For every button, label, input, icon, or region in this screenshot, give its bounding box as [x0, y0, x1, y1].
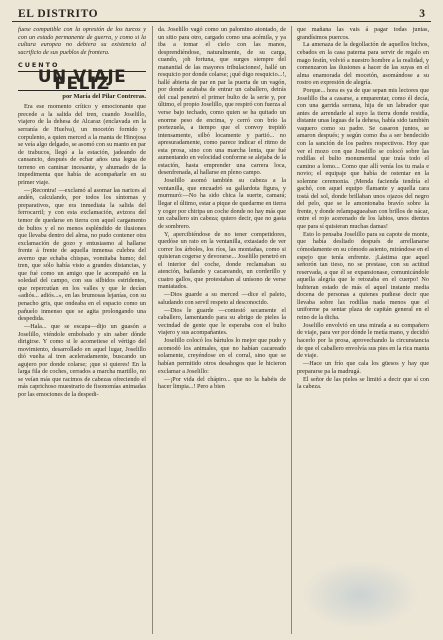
paragraph: Y, apercibiéndose de no tener competidores, quedóse un rato en la ventanilla, extasiado de ver correr los árboles, los ríos, las montañas, como si quisieran cogerse y devorarse... Joselillo penetró en el interior del coche, donde reclamaban su atención, bailando y cacareando, un corderillo y cuatro gallos, que protestaban al unísono de verse maniatados. — [158, 230, 286, 291]
column-2 — [158, 26, 286, 634]
newspaper-title: EL DISTRITO — [18, 8, 99, 20]
paragraph: —Hace un frío que cala los güesos y hay que prepararse pa la madrugá. — [297, 360, 429, 375]
paragraph: —Dios le guarde —contestó secamente el caballero, lamentando para su abrigo de pieles la vecindad de gente que le esperaba con el bulto viajero y sus acompañantes. — [158, 306, 286, 337]
story-title: UN VIAJE FELIZ — [18, 71, 146, 91]
paragraph: —Hala... que se escapa—dijo un guasón a Joselillo, viéndole embobado y sin saber dónde dirigirse. Y como si le acometiese el vértigo del movimiento, desarrollado en aquel lugar, Joselillo dió vuelta al tren aceleradamente, buscando un agujero por donde colarse; ¡que si quieres! En la larga fila de coches, cerrados a marcha martillo, no se veían más que racimos de cabezas ofreciendo el más caprichoso muestrario de fisonomías animadas por las emociones de la despedi- — [18, 323, 146, 398]
page-header — [12, 4, 431, 22]
section-label: CUENTO — [18, 61, 60, 70]
page-number: 3 — [419, 8, 425, 20]
paragraph: El señor de las pieles se limitó a decir que sí con la cabeza. — [297, 375, 429, 391]
paragraph: Porque... hora es ya de que sepan mis lectores que Joselillo iba a casarse, a emparentar, como él decía, con una garrida serrana, hija de un labrador que antes de arrendarle al suyo la tierra donde residía, distante unas leguas de la dehesa, había sido también vaquero como su padre. Se casaron juntos, se amaron después; y según como iba a ser bendecido con la sanción de los padres respectivos. Hoy que ver el mozo con que Joselillo se colocó sobre las rodillas el bulto monumental que traía todo el camino a lomo... Como que allí venía los tu mala e novio; el equipaje que había de ostentar en la solemne ceremonia. ¡Menda facienda tendría el gachó, con aquel equipo flamante y aquella cara tostá del sol, donde brillaban unos ojazos del negro del pelo, que se le amontonaba bravío sobre la frente, y donde relampagueaban con brillos de nácar, entre el rojo acerenado de los labios, unos dientes que para sí quisieran muchas damas! — [297, 87, 429, 230]
paragraph: La amenaza de la degollación de aquellos bichos, cebados en la casa paterna para servir de regalo en mago festín, volvió a nuestro hombre a la realidad, y comenzaron las ilusiones a hacer de las suyas en el alma enamorada del mocetón, asomándose a su rostro en expresión de alegría. — [297, 41, 429, 87]
column-divider — [152, 26, 153, 634]
column-1 — [18, 26, 146, 634]
byline: por María del Pilar Contreras. — [62, 92, 146, 100]
column-3 — [297, 26, 429, 634]
paragraph: da. Joselillo vagó como un palomino atontado, de un sitio para otro, cargado como una acémila, y ya iba a tomar el cielo con las manos, desprendiéndose, naturalmente, de su carga, cuando, ¡oh fortuna, que surges siempre del manantial de las mayores tribulaciones!, hallé un resquicio por donde colarse; ¡qué digo resquicio...!, hallé abierta de par en par la puerta de un vagón, por donde acababa de entrar un caballero, detrás del cual penetró el primer bulto de la serie y, por último, el propio Joselillo, que respiró con fuerza al verse bajo techado, como quien se ha quitado un enorme peso de encima, y cerró con brío la portezuela, a tiempo que el convoy trepidó intensamente, silbó locamente y partió... no apresuradamente, como parece indicar el ritmo de esta prosa, sino con una marcha lenta, que fué aumentando en velocidad conforme se alejaba de la estación, hasta emprender una carrera loca, desenfrenada, al hallarse en pleno campo. — [158, 26, 286, 177]
paragraph: que mañana las vais á pagar todas juntas, grandísimos puercos. — [297, 26, 429, 41]
paragraph: —Dios guarde a su merced —dice el paleto, saludando con servil respeto al desconocido. — [158, 291, 286, 306]
paragraph: —¡Por vida del chápiro... que no la habéis de hacer limpia...! Pero a bien — [158, 375, 286, 391]
paragraph: Era ese momento crítico y emocionante que precede a la salida del tren, cuando Joselillo, viajero de la dehesa de Alcaraz (enclavada en la serranía de Huelva), un mocetón fornido y corpulento, a quien merced a la manta de Hinojosa se veía algo delgado, se asomó con su manto en par de trabucos, llegó a la estación, jadeando de cansancio, después de echar años una legua de terreno en caminar incesante, y ahumado de la impedimenta que había de acompañarle en su primer viaje. — [18, 103, 146, 186]
previous-article-ending: fuese compatible con la opresión de los turcos y con un estado permanente de guerra, y como si la cultura europea no debiera su existencia al sacrificio de sus pueblos de frontera. — [18, 26, 146, 56]
column-divider — [291, 26, 292, 634]
paragraph: Joselillo envolvió en una mirada a su compañero de viaje, para ver por dónde le metía mano, y decidió hacerlo por la prosa, aprovechando la circunstancia de que el caballero envolvía sus pies en la rica manta de viaje. — [297, 321, 429, 360]
paragraph: Joselillo colocó los bártulos lo mejor que pudo y acomodó los animales, que no habían cacareado solamente, creyéndose en el corral, sino que se habían permitido otros desahogos que le hicieron exclamar a Joselillo: — [158, 337, 286, 375]
paragraph: Esto lo pensaba Joselillo para su capote de monte, que había desliado después de arrellanarse cómodamente en su cómodo asiento, mirándose en el espejo que tenía enfrente. ¡Lástima que aquel señorón tan tieso, no se prestase, con su actitud reservada, a que él se expansionase, comunicándole aquella alegría que le retozaba en el cuerpo! No hubieran estado de más el aquel instante media docena de personas a quienes pudiese decir que llevaba sobre las rodillas nada menos que el uniforme pa sentar plaza de capitán general en el reino de la dicha. — [297, 230, 429, 321]
paragraph: Joselillo asomó también su cabeza a la ventanilla, que encuadró su gallardota figura, y murmuró:—No ha sido chica la suerte, camará; llegar el último, estar a pique de quedarme en tierra y coger por chiripa un coche donde no hay más que un caballero sin cabeza; quiero decir, que no gasta de sombrero. — [158, 177, 286, 230]
paragraph: —¡Recontra! —exclamó al asomar las narices al andén, calculando, por todos los síntomas y preparativos, que era inmediata la salida del ferrocarril; y con esta exclamación, avizora del temor de quedarse en tierra con aquel cargamento de bultos y el no menos espléndido de ilusiones que llevaba dentro del alma, no pudo contener otra exclamación de gozo y entusiasmo al hallarse frente á frente de aquella inmensa culebra del averno que echaba chispas, vomitaba humo; del tren, que sólo había visto a grandes distancias, y que fué como un amigo que le acompañó en la soledad del campo, con sus silbidos estridentes, que repercutían en los valles y que le decían «adiós... adiós...», en las brumosas lejanías, con su penacho gris, que ondeaba en el espacio como un pañuelo inmenso que se agita prolongando una despedida. — [18, 186, 146, 323]
